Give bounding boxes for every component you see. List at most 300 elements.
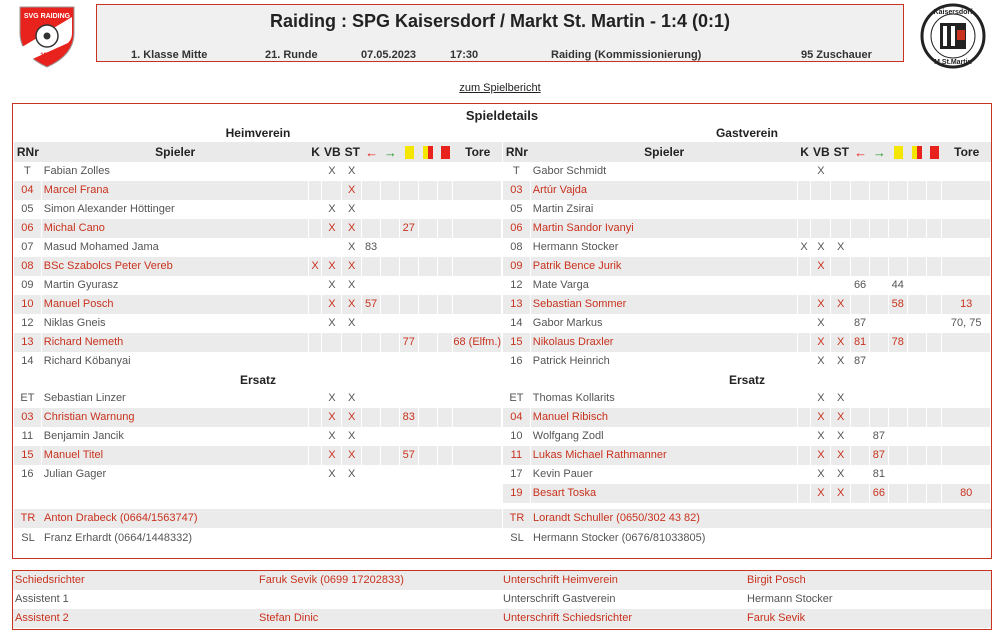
red-card-minute	[438, 389, 454, 408]
st-mark: X	[342, 257, 362, 276]
player-number: 13	[14, 333, 42, 352]
red-card-minute	[438, 238, 454, 257]
match-header	[96, 4, 904, 62]
official-role: TR	[20, 512, 36, 524]
vb-mark: X	[322, 162, 342, 181]
red-card-minute	[438, 427, 454, 446]
captain-mark	[798, 295, 812, 314]
spectators: 95 Zuschauer	[801, 49, 872, 61]
player-name[interactable]: Artúr Vajda	[531, 181, 798, 200]
red-card-minute	[438, 162, 454, 181]
st-mark: X	[342, 162, 362, 181]
st-mark	[831, 276, 851, 295]
sub-in-icon: →	[383, 144, 397, 160]
sub-out-minute: 87	[851, 314, 870, 333]
yellow-red-minute	[908, 352, 927, 371]
sub-out-minute	[851, 238, 870, 257]
yellow-red-minute	[908, 446, 927, 465]
st-mark: X	[831, 295, 851, 314]
sub-out-minute	[362, 200, 381, 219]
vb-mark: X	[322, 427, 342, 446]
red-card-minute	[927, 389, 943, 408]
player-row	[503, 484, 991, 503]
yellow-red-minute	[908, 408, 927, 427]
goals	[942, 465, 991, 484]
goals	[453, 427, 502, 446]
col-player: Spieler	[155, 145, 196, 159]
vb-mark	[811, 219, 831, 238]
col-st: ST	[833, 145, 849, 159]
substitutes-label: Ersatz	[728, 373, 766, 387]
player-name[interactable]: Marcel Frana	[42, 181, 309, 200]
yellow-card-minute	[400, 427, 419, 446]
yellow-card-minute	[400, 162, 419, 181]
sub-in-minute	[381, 181, 400, 200]
yellow-card-minute: 27	[400, 219, 419, 238]
yellow-card-minute	[889, 181, 908, 200]
captain-mark	[309, 408, 323, 427]
goals	[453, 238, 502, 257]
goals: 80	[942, 484, 991, 503]
guest-team-panel	[503, 124, 991, 548]
player-row	[14, 181, 502, 200]
vb-mark: X	[811, 408, 831, 427]
goals	[942, 389, 991, 408]
sub-out-minute	[362, 389, 381, 408]
goals	[942, 200, 991, 219]
player-row	[14, 257, 502, 276]
yellow-red-minute	[419, 295, 438, 314]
sub-out-minute	[851, 408, 870, 427]
player-name[interactable]: Patrik Bence Jurik	[531, 257, 798, 276]
official-role: SL	[21, 532, 35, 544]
st-mark: X	[831, 446, 851, 465]
red-card-minute	[927, 200, 943, 219]
player-name[interactable]: Michal Cano	[42, 219, 309, 238]
official-cell: Stefan Dinic	[259, 612, 319, 624]
player-number: 15	[14, 446, 42, 465]
player-row	[503, 446, 991, 465]
player-row	[14, 295, 502, 314]
official-name: Hermann Stocker (0676/81033805)	[533, 532, 706, 544]
match-report-link[interactable]: zum Spielbericht	[459, 82, 541, 94]
sub-in-minute	[870, 408, 889, 427]
sub-in-minute	[381, 333, 400, 352]
captain-mark	[309, 465, 323, 484]
yellow-red-minute	[419, 427, 438, 446]
player-name[interactable]: Martin Gyurasz	[42, 276, 309, 295]
yellow-card-minute	[889, 484, 908, 503]
captain-mark	[309, 181, 323, 200]
yellow-card-minute	[400, 181, 419, 200]
player-name[interactable]: Manuel Ribisch	[531, 408, 798, 427]
player-number: 11	[14, 427, 42, 446]
goals: 13	[942, 295, 991, 314]
goals	[942, 181, 991, 200]
captain-mark	[798, 276, 812, 295]
sub-in-minute	[870, 200, 889, 219]
official-row	[13, 590, 991, 609]
player-name[interactable]: Wolfgang Zodl	[531, 427, 798, 446]
player-number: 14	[14, 352, 42, 371]
player-number: 07	[14, 238, 42, 257]
captain-mark	[309, 238, 323, 257]
sub-out-minute	[362, 408, 381, 427]
sub-in-minute	[870, 181, 889, 200]
player-name[interactable]: Gabor Markus	[531, 314, 798, 333]
col-vb: VB	[813, 145, 830, 159]
player-name[interactable]: Simon Alexander Höttinger	[42, 200, 309, 219]
player-name[interactable]: Manuel Posch	[42, 295, 309, 314]
st-mark	[831, 314, 851, 333]
sub-out-minute	[851, 181, 870, 200]
vb-mark: X	[322, 408, 342, 427]
captain-mark	[309, 295, 323, 314]
column-header	[503, 142, 991, 162]
sub-out-minute	[362, 162, 381, 181]
red-card-minute	[438, 181, 454, 200]
yellow-red-minute	[419, 314, 438, 333]
player-name[interactable]: Besart Toska	[531, 484, 798, 503]
red-card-minute	[438, 465, 454, 484]
sub-out-minute: 83	[362, 238, 381, 257]
player-name[interactable]: Sebastian Sommer	[531, 295, 798, 314]
captain-mark	[798, 427, 812, 446]
sub-in-minute	[870, 295, 889, 314]
column-header	[14, 142, 502, 162]
player-row	[503, 314, 991, 333]
captain-mark	[309, 427, 323, 446]
player-name[interactable]: Masud Mohamed Jama	[42, 238, 309, 257]
player-number: 10	[503, 427, 531, 446]
yellow-red-minute	[419, 162, 438, 181]
red-card-minute	[438, 276, 454, 295]
captain-mark	[798, 484, 812, 503]
player-name[interactable]: Martin Zsirai	[531, 200, 798, 219]
vb-mark	[322, 333, 342, 352]
player-number: 05	[503, 200, 531, 219]
yellow-card-minute	[889, 446, 908, 465]
player-number: 15	[503, 333, 531, 352]
vb-mark: X	[322, 314, 342, 333]
col-rnr: RNr	[16, 145, 39, 159]
red-card-minute	[927, 219, 943, 238]
goals	[942, 276, 991, 295]
yellow-card-minute	[400, 352, 419, 371]
st-mark	[831, 162, 851, 181]
round: 21. Runde	[265, 49, 318, 61]
captain-mark	[309, 200, 323, 219]
sub-out-minute	[851, 219, 870, 238]
col-rnr: RNr	[505, 145, 528, 159]
player-number: 03	[503, 181, 531, 200]
vb-mark	[322, 238, 342, 257]
goals	[453, 446, 502, 465]
goals	[453, 389, 502, 408]
player-name[interactable]: Fabian Zolles	[42, 162, 309, 181]
red-card-minute	[927, 408, 943, 427]
vb-mark: X	[811, 352, 831, 371]
red-card-minute	[438, 314, 454, 333]
team-official-row	[14, 509, 502, 528]
st-mark: X	[831, 427, 851, 446]
player-name[interactable]: Richard Nemeth	[42, 333, 309, 352]
yellow-card-minute	[889, 314, 908, 333]
sub-in-minute: 66	[870, 484, 889, 503]
st-mark: X	[342, 446, 362, 465]
yellow-red-minute	[908, 200, 927, 219]
sub-out-minute	[851, 389, 870, 408]
sub-out-minute	[851, 465, 870, 484]
player-row	[503, 333, 991, 352]
player-number: 19	[503, 484, 531, 503]
goals	[942, 162, 991, 181]
st-mark: X	[342, 314, 362, 333]
official-cell: Assistent 2	[15, 612, 69, 624]
red-card-minute	[438, 200, 454, 219]
player-number: 14	[503, 314, 531, 333]
goals: 68 (Elfm.)	[453, 333, 502, 352]
yellow-card-minute	[889, 352, 908, 371]
captain-mark	[798, 314, 812, 333]
st-mark	[831, 257, 851, 276]
st-mark: X	[831, 465, 851, 484]
col-k: K	[800, 145, 809, 159]
st-mark: X	[831, 389, 851, 408]
sub-in-minute	[381, 238, 400, 257]
sub-out-minute: 81	[851, 333, 870, 352]
col-k: K	[311, 145, 320, 159]
player-name[interactable]: Hermann Stocker	[531, 238, 798, 257]
sub-out-minute: 66	[851, 276, 870, 295]
yellow-red-minute	[419, 465, 438, 484]
yellow-red-minute	[419, 257, 438, 276]
captain-mark	[798, 465, 812, 484]
home-team-panel	[14, 124, 502, 548]
sub-in-minute	[870, 162, 889, 181]
sub-in-minute	[870, 314, 889, 333]
yellow-card-minute	[400, 200, 419, 219]
player-name[interactable]: Kevin Pauer	[531, 465, 798, 484]
vb-mark: X	[322, 389, 342, 408]
yellow-red-minute	[419, 238, 438, 257]
player-row	[503, 276, 991, 295]
red-card-icon	[927, 145, 943, 159]
yellow-card-minute	[889, 427, 908, 446]
official-name: Lorandt Schuller (0650/302 43 82)	[533, 512, 700, 524]
sub-out-minute	[362, 427, 381, 446]
yellow-red-card-icon	[908, 145, 927, 159]
captain-mark	[309, 446, 323, 465]
sub-in-minute: 81	[870, 465, 889, 484]
st-mark: X	[342, 408, 362, 427]
player-number: 08	[14, 257, 42, 276]
st-mark: X	[342, 295, 362, 314]
red-card-minute	[927, 162, 943, 181]
yellow-red-minute	[908, 238, 927, 257]
player-name[interactable]: Manuel Titel	[42, 446, 309, 465]
yellow-card-minute	[889, 257, 908, 276]
player-name[interactable]: Benjamin Jancik	[42, 427, 309, 446]
match-details	[12, 103, 992, 559]
sub-in-minute	[381, 389, 400, 408]
player-row	[503, 257, 991, 276]
vb-mark	[811, 181, 831, 200]
vb-mark: X	[811, 314, 831, 333]
goals: 70, 75	[942, 314, 991, 333]
sub-in-minute	[870, 219, 889, 238]
player-name[interactable]: Sebastian Linzer	[42, 389, 309, 408]
sub-out-minute	[362, 465, 381, 484]
yellow-card-minute	[400, 389, 419, 408]
goals	[453, 276, 502, 295]
vb-mark: X	[322, 200, 342, 219]
player-number: ET	[503, 389, 531, 408]
player-name[interactable]: Lukas Michael Rathmanner	[531, 446, 798, 465]
player-row	[14, 446, 502, 465]
player-row	[14, 276, 502, 295]
yellow-red-minute	[908, 257, 927, 276]
player-number: 12	[503, 276, 531, 295]
sub-in-minute	[381, 200, 400, 219]
sub-out-minute	[362, 333, 381, 352]
sub-in-minute	[381, 408, 400, 427]
yellow-card-minute	[889, 162, 908, 181]
player-number: 13	[503, 295, 531, 314]
player-name[interactable]: Julian Gager	[42, 465, 309, 484]
player-number: 06	[503, 219, 531, 238]
red-card-minute	[438, 257, 454, 276]
goals	[453, 162, 502, 181]
kickoff-time: 17:30	[450, 49, 479, 61]
captain-mark	[309, 389, 323, 408]
goals	[453, 257, 502, 276]
vb-mark: X	[322, 219, 342, 238]
goals	[942, 427, 991, 446]
yellow-red-minute	[419, 219, 438, 238]
official-cell: Unterschrift Heimverein	[503, 574, 618, 586]
player-name[interactable]: BSc Szabolcs Peter Vereb	[42, 257, 309, 276]
captain-mark	[798, 333, 812, 352]
sub-in-minute	[381, 352, 400, 371]
player-number: 09	[14, 276, 42, 295]
red-card-icon	[438, 145, 454, 159]
player-row	[503, 238, 991, 257]
sub-in-minute	[381, 219, 400, 238]
player-row	[503, 162, 991, 181]
yellow-card-minute	[889, 219, 908, 238]
vb-mark: X	[811, 389, 831, 408]
yellow-card-minute	[400, 314, 419, 333]
vb-mark	[322, 181, 342, 200]
official-cell: Hermann Stocker	[747, 593, 833, 605]
vb-mark: X	[811, 446, 831, 465]
player-row	[14, 219, 502, 238]
captain-mark	[798, 408, 812, 427]
yellow-red-minute	[908, 484, 927, 503]
goals	[453, 314, 502, 333]
goals	[942, 446, 991, 465]
sub-in-minute	[381, 314, 400, 333]
official-cell: Faruk Sevik	[747, 612, 806, 624]
player-name[interactable]: Thomas Kollarits	[531, 389, 798, 408]
player-name[interactable]: Nikolaus Draxler	[531, 333, 798, 352]
red-card-minute	[927, 484, 943, 503]
captain-mark: X	[309, 257, 323, 276]
yellow-card-minute	[400, 465, 419, 484]
sub-out-icon: ←	[854, 144, 868, 160]
st-mark: X	[831, 408, 851, 427]
player-row	[503, 427, 991, 446]
player-number: 10	[14, 295, 42, 314]
vb-mark: X	[811, 162, 831, 181]
officials-table	[12, 570, 992, 630]
yellow-red-card-icon	[419, 145, 438, 159]
player-name[interactable]: Patrick Heinrich	[531, 352, 798, 371]
red-card-minute	[927, 238, 943, 257]
svg-text:Kaisersdorf: Kaisersdorf	[933, 9, 973, 16]
yellow-red-minute	[419, 333, 438, 352]
player-name[interactable]: Richard Köbanyai	[42, 352, 309, 371]
captain-mark	[309, 352, 323, 371]
yellow-card-minute: 57	[400, 446, 419, 465]
player-name[interactable]: Niklas Gneis	[42, 314, 309, 333]
sub-out-minute	[851, 427, 870, 446]
player-name[interactable]: Mate Varga	[531, 276, 798, 295]
vb-mark: X	[322, 465, 342, 484]
st-mark: X	[342, 238, 362, 257]
vb-mark: X	[811, 257, 831, 276]
red-card-minute	[927, 295, 943, 314]
goals	[453, 352, 502, 371]
captain-mark	[309, 333, 323, 352]
captain-mark	[309, 219, 323, 238]
sub-out-minute: 57	[362, 295, 381, 314]
player-row	[503, 295, 991, 314]
player-name[interactable]: Martin Sandor Ivanyi	[531, 219, 798, 238]
captain-mark	[309, 314, 323, 333]
st-mark	[831, 200, 851, 219]
captain-mark	[798, 162, 812, 181]
goals	[453, 295, 502, 314]
yellow-red-minute	[419, 276, 438, 295]
st-mark: X	[342, 276, 362, 295]
red-card-minute	[438, 219, 454, 238]
player-row	[14, 427, 502, 446]
player-row	[14, 200, 502, 219]
captain-mark	[798, 389, 812, 408]
player-name[interactable]: Gabor Schmidt	[531, 162, 798, 181]
goals	[942, 238, 991, 257]
player-row	[503, 389, 991, 408]
st-mark	[831, 219, 851, 238]
captain-mark	[309, 276, 323, 295]
sub-out-minute	[362, 446, 381, 465]
yellow-red-minute	[419, 446, 438, 465]
col-st: ST	[344, 145, 360, 159]
st-mark: X	[831, 238, 851, 257]
yellow-card-minute	[400, 257, 419, 276]
yellow-red-minute	[908, 333, 927, 352]
yellow-card-minute: 78	[889, 333, 908, 352]
yellow-red-minute	[908, 181, 927, 200]
player-number: 04	[14, 181, 42, 200]
red-card-minute	[927, 257, 943, 276]
goals	[942, 352, 991, 371]
player-name[interactable]: Christian Warnung	[42, 408, 309, 427]
sub-out-minute	[362, 257, 381, 276]
goals	[942, 257, 991, 276]
